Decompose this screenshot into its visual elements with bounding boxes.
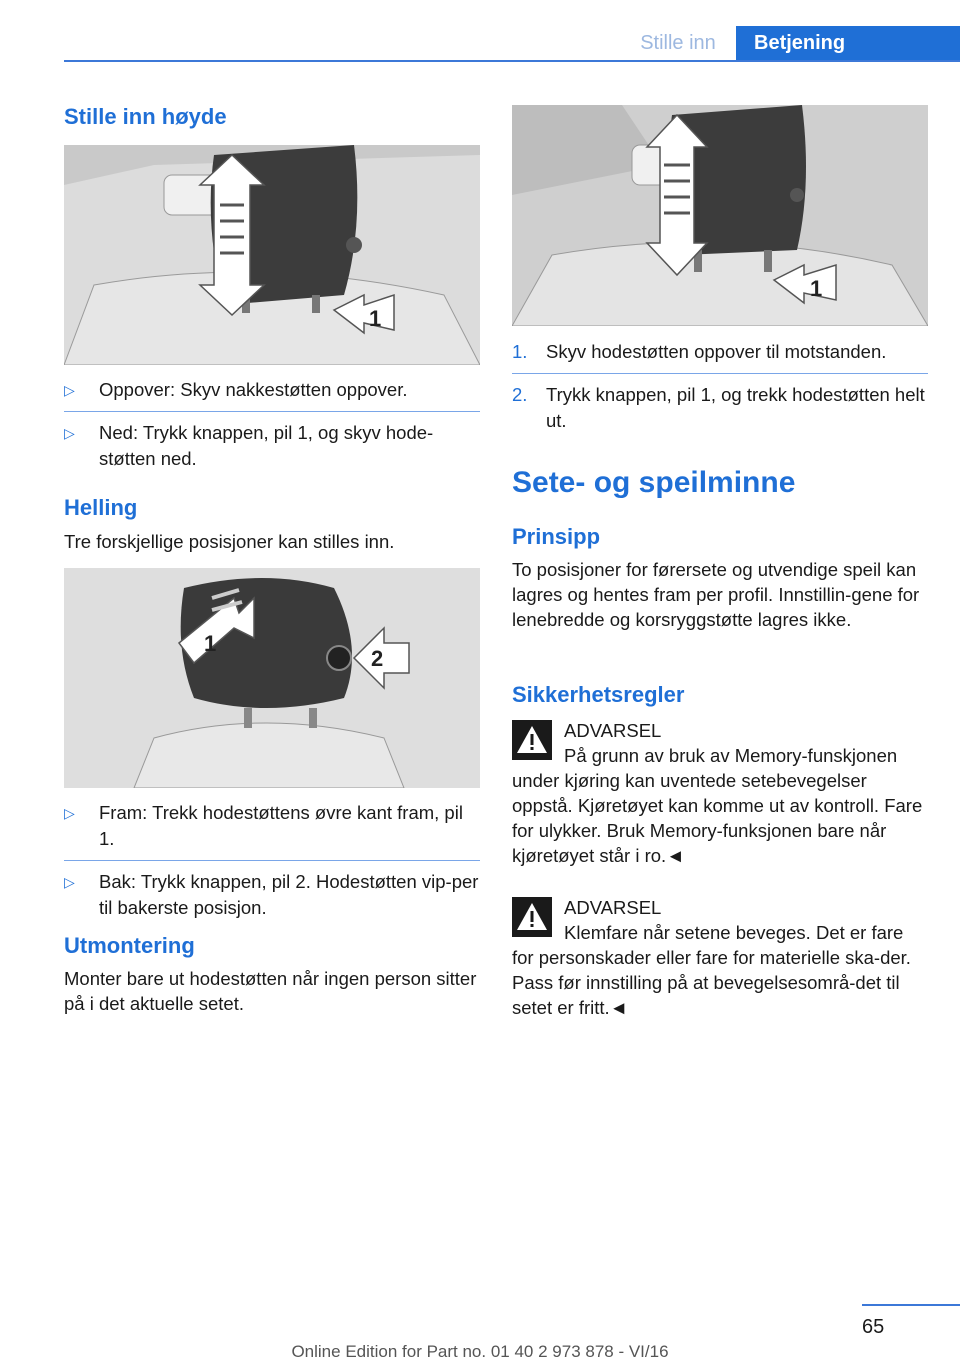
figure3-arrow-label: 1 bbox=[810, 276, 823, 301]
bullet-divider bbox=[64, 860, 480, 861]
warning-triangle-icon bbox=[512, 720, 552, 760]
heading-removal: Utmontering bbox=[64, 933, 195, 958]
list-item: ▷ Oppover: Skyv nakkestøtten oppover. bbox=[64, 377, 480, 403]
removal-text: Monter bare ut hodestøtten når ingen person sitter på i det aktuelle setet. bbox=[64, 968, 477, 1014]
page-number: 65 bbox=[862, 1316, 885, 1338]
footer-rule bbox=[862, 1304, 960, 1306]
warning-block-1 bbox=[512, 718, 928, 868]
edition-footer: Online Edition for Part no. 01 40 2 973 878 - VI/16 bbox=[291, 1342, 669, 1361]
figure2-arrow-label-2: 2 bbox=[371, 646, 384, 671]
section-tab: Stille inn bbox=[640, 32, 716, 54]
step-divider bbox=[512, 373, 928, 374]
list-item: ▷ Fram: Trekk hodestøttens øvre kant fram, pil 1. bbox=[64, 802, 463, 849]
triangle-right-icon: ▷ bbox=[64, 425, 75, 441]
tilt-intro: Tre forskjellige posisjoner kan stilles inn. bbox=[64, 531, 395, 552]
figure2-arrow-label-1: 1 bbox=[204, 631, 217, 656]
height-bullet-list bbox=[64, 377, 480, 480]
heading-safety-rules: Sikkerhetsregler bbox=[512, 682, 685, 707]
warning-block-2 bbox=[512, 895, 928, 1020]
heading-principle: Prinsipp bbox=[512, 524, 601, 549]
list-item: 1. Skyv hodestøtten oppover til motstanden. bbox=[512, 341, 887, 362]
list-item: ▷ Ned: Trykk knappen, pil 1, og skyv hode-støtten ned. bbox=[64, 422, 434, 469]
tilt-bullet-list bbox=[64, 800, 480, 929]
triangle-right-icon: ▷ bbox=[64, 874, 75, 890]
warning-triangle-icon bbox=[512, 897, 552, 937]
header-rule bbox=[64, 60, 960, 62]
warning-title: ADVARSEL bbox=[564, 720, 662, 741]
principle-text: To posisjoner for førersete og utvendige speil kan lagres og hentes fram per profil. Innstillin-gene for lenebredde og korsryggstøtte lagres ikke. bbox=[512, 559, 920, 630]
figure-headrest-height bbox=[64, 145, 480, 365]
warning-text: Klemfare når setene beveges. Det er fare for personskader eller fare for materielle ska-der. Pass før innstilling på at bevegelsesområ-det til setet er fritt.◄ bbox=[512, 922, 911, 1018]
heading-adjust-height: Stille inn høyde bbox=[64, 104, 227, 129]
bullet-divider bbox=[64, 411, 480, 412]
heading-seat-mirror-memory: Sete- og speilminne bbox=[512, 466, 796, 499]
warning-title: ADVARSEL bbox=[564, 897, 662, 918]
list-item: 2. Trykk knappen, pil 1, og trekk hodestøtten helt ut. bbox=[512, 384, 925, 431]
figure-headrest-removal bbox=[512, 105, 928, 326]
figure1-arrow-label: 1 bbox=[369, 306, 382, 331]
list-item: ▷ Bak: Trykk knappen, pil 2. Hodestøtten vip-per til bakerste posisjon. bbox=[64, 871, 479, 918]
page-header bbox=[0, 0, 960, 62]
chapter-tab: Betjening bbox=[736, 26, 960, 60]
removal-steps-list bbox=[512, 339, 928, 442]
triangle-right-icon: ▷ bbox=[64, 805, 75, 821]
triangle-right-icon: ▷ bbox=[64, 382, 75, 398]
figure-headrest-tilt bbox=[64, 568, 480, 788]
warning-text: På grunn av bruk av Memory-funskjonen under kjøring kan uventede setebevegelser oppstå. Kjøretøyet kan komme ut av kontroll. Fare for ulykker. Bruk Memory-funksjonen bare når kjøretøyet står i ro.◄ bbox=[512, 745, 923, 866]
heading-tilt: Helling bbox=[64, 495, 138, 520]
